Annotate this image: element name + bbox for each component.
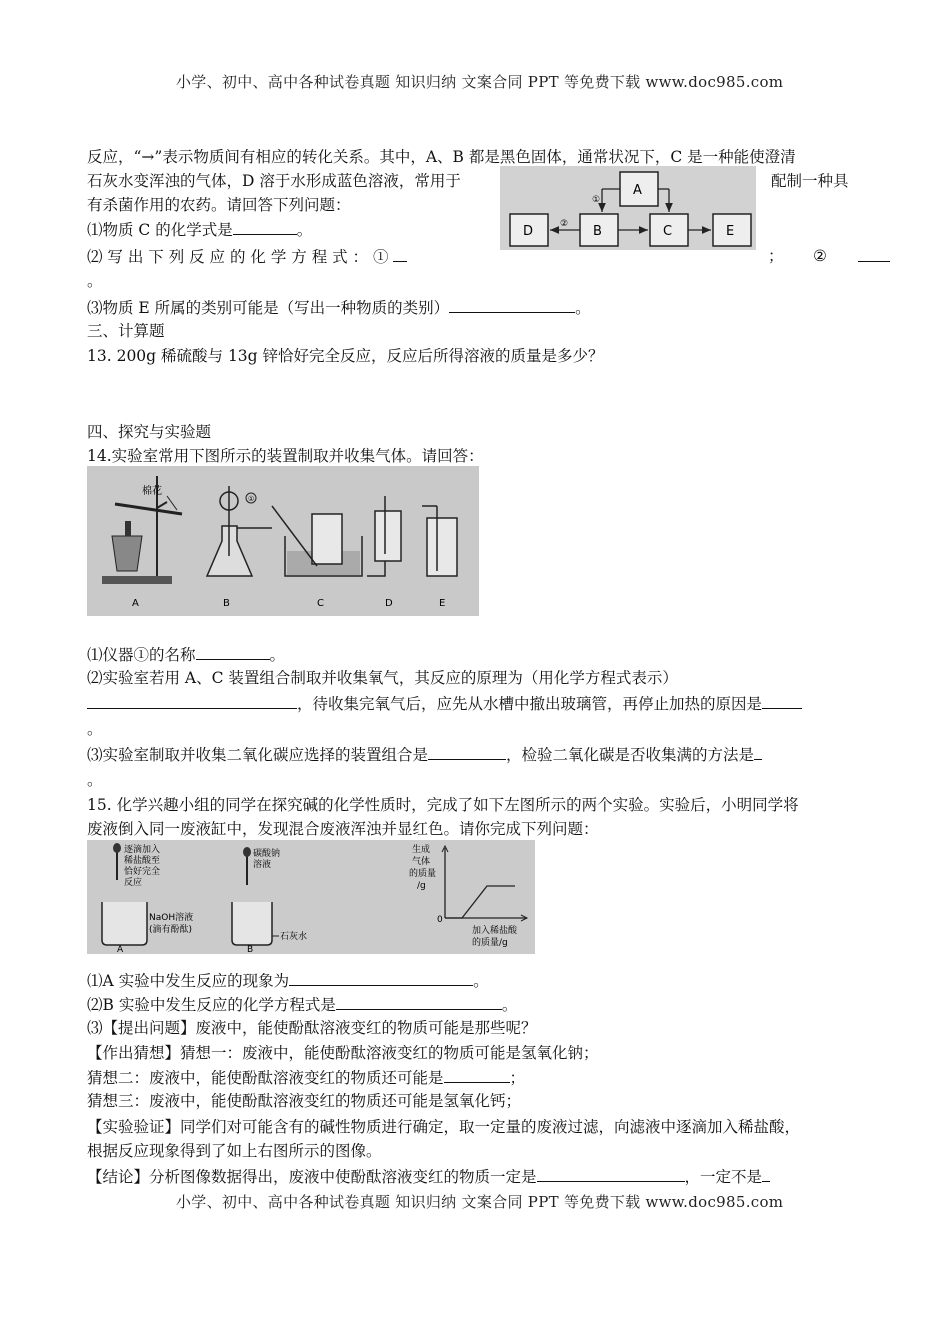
q15-part3: ⑶【提出问题】废液中，能使酚酞溶液变红的物质可能是那些呢？ (87, 1019, 537, 1037)
a-note-3: 恰好完全 (124, 867, 161, 877)
y-label-1: 生成 (412, 845, 431, 855)
jar-d (375, 511, 401, 561)
q12-semicolon: ； (768, 247, 784, 265)
x-label-1: 加入稀盐酸 (472, 926, 518, 936)
label-a: A (633, 183, 642, 198)
section-4-title: 四、探究与实验题 (87, 423, 212, 441)
q14-part3-end: 。 (87, 771, 103, 789)
beaker-b-label: B (247, 945, 254, 954)
label-1: ① (592, 195, 601, 205)
a-sol-1: NaOH溶液 (149, 913, 194, 923)
label-d: D (523, 224, 534, 239)
graph-origin: 0 (437, 915, 443, 925)
q12-part2-end: 。 (87, 272, 103, 290)
q12-part3: ⑶物质 E 所属的类别可能是（写出一种物质的类别） 。 (87, 296, 591, 319)
fig-label-a: A (132, 598, 139, 609)
b-note-1: 碳酸钠 (253, 849, 281, 859)
apparatus-figure (87, 466, 479, 616)
answer-blank-reason[interactable] (762, 692, 802, 709)
label-2: ② (560, 219, 569, 229)
q15-verify2: 根据反应现象得到了如上右图所示的图像。 (87, 1142, 382, 1160)
q12-line2b: 配制一种具 (771, 172, 849, 190)
label-e: E (726, 224, 735, 239)
q12-part1: ⑴物质 C 的化学式是 。 (87, 218, 312, 241)
q15-verify1: 【实验验证】同学们对可能含有的碱性物质进行确定，取一定量的废液过滤，向滤液中逐滴加入稀盐酸， (87, 1118, 801, 1136)
experiment-figure (87, 840, 535, 954)
fig-label-1: ① (248, 495, 255, 503)
answer-blank-o2-equation[interactable] (87, 692, 297, 709)
a-note-2: 稀盐酸至 (124, 856, 161, 866)
q12-line1: 反应，“→”表示物质间有相应的转化关系。其中，A、B 都是黑色固体，通常状况下，C 是一种能使澄清 (87, 148, 796, 166)
a-sol-2: (滴有酚酞) (149, 925, 193, 935)
q14-part2-end: 。 (87, 720, 103, 738)
q14-part2: ⑵实验室若用 A、C 装置组合制取并收集氧气，其反应的原理为（用化学方程式表示） (87, 669, 678, 687)
answer-blank-eq2[interactable] (858, 245, 890, 262)
q14-part3: ⑶实验室制取并收集二氧化碳应选择的装置组合是 ，检验二氧化碳是否收集满的方法是 (87, 743, 762, 766)
beaker-a (102, 902, 147, 945)
q15-stem1: 15. 化学兴趣小组的同学在探究碱的化学性质时，完成了如下左图所示的两个实验。实验后，小明同学将 (87, 796, 799, 814)
page-header: 小学、初中、高中各种试卷真题 知识归纳 文案合同 PPT 等免费下载 www.doc985.com (176, 73, 784, 91)
q15-part1: ⑴A 实验中发生反应的现象为 。 (87, 969, 489, 992)
y-label-2: 气体 (412, 857, 431, 867)
b-note-2: 溶液 (253, 860, 272, 870)
answer-blank-co2-check[interactable] (754, 743, 762, 760)
q12-line3: 有杀菌作用的农药。请回答下列问题： (87, 196, 351, 214)
q15-part2: ⑵B 实验中发生反应的化学方程式是 。 (87, 993, 517, 1016)
answer-blank-e-category[interactable] (449, 296, 575, 313)
jar-e (427, 518, 457, 576)
q14-part2b: ，待收集完氧气后，应先从水槽中撤出玻璃管，再停止加热的原因是 (87, 692, 802, 715)
fig-label-e: E (439, 598, 446, 609)
beaker-a-label: A (117, 945, 124, 954)
q15-stem2: 废液倒入同一废液缸中，发现混合废液浑浊并显红色。请你完成下列问题： (87, 820, 599, 838)
label-c: C (663, 224, 673, 239)
q13-text: 13. 200g 稀硫酸与 13g 锌恰好完全反应，反应后所得溶液的质量是多少？ (87, 347, 604, 365)
answer-blank-conclusion-no[interactable] (762, 1165, 770, 1182)
fig-label-d: D (385, 598, 393, 609)
answer-blank-guess2[interactable] (444, 1066, 510, 1083)
q15-guess3: 猜想三：废液中，能使酚酞溶液变红的物质还可能是氢氧化钙； (87, 1092, 522, 1110)
answer-blank-a-phenomenon[interactable] (289, 969, 473, 986)
y-label-4: /g (417, 881, 426, 891)
q12-eq2-blank (858, 245, 890, 268)
y-label-3: 的质量 (409, 869, 437, 879)
label-b: B (593, 224, 602, 239)
a-note-4: 反应 (124, 878, 143, 888)
q15-guess-head: 【作出猜想】猜想一：废液中，能使酚酞溶液变红的物质可能是氢氧化钠； (87, 1044, 599, 1062)
q12-part2: ⑵ 写 出 下 列 反 应 的 化 学 方 程 式 ： ① (87, 245, 407, 268)
gas-jar (312, 514, 342, 564)
answer-blank-c-formula[interactable] (233, 218, 297, 235)
a-note-1: 逐滴加入 (124, 845, 161, 855)
answer-blank-conclusion-yes[interactable] (537, 1165, 685, 1182)
alcohol-lamp (112, 536, 142, 571)
q12-eq2-num: ② (813, 247, 827, 265)
page-footer: 小学、初中、高中各种试卷真题 知识归纳 文案合同 PPT 等免费下载 www.doc985.com (176, 1193, 784, 1211)
x-label-2: 的质量/g (472, 938, 508, 948)
answer-blank-b-equation[interactable] (336, 993, 502, 1010)
section-3-title: 三、计算题 (87, 322, 165, 340)
q12-line2a: 石灰水变浑浊的气体，D 溶于水形成蓝色溶液，常用于 (87, 172, 461, 190)
q14-part1: ⑴仪器①的名称 。 (87, 643, 285, 666)
beaker-b (232, 902, 272, 945)
fig-label-c: C (317, 598, 324, 609)
q15-conclusion: 【结论】分析图像数据得出，废液中使酚酞溶液变红的物质一定是 ，一定不是 (87, 1165, 770, 1188)
conversion-diagram (500, 166, 756, 250)
fig-label-b: B (223, 598, 230, 609)
cotton-label: 棉花 (142, 486, 162, 497)
answer-blank-eq1[interactable] (393, 245, 407, 262)
answer-blank-co2-apparatus[interactable] (428, 743, 506, 760)
b-sol: 石灰水 (280, 932, 308, 942)
q14-stem: 14.实验室常用下图所示的装置制取并收集气体。请回答： (87, 447, 484, 465)
answer-blank-instrument[interactable] (196, 643, 270, 660)
q15-guess2: 猜想二：废液中，能使酚酞溶液变红的物质还可能是 ； (87, 1066, 525, 1089)
